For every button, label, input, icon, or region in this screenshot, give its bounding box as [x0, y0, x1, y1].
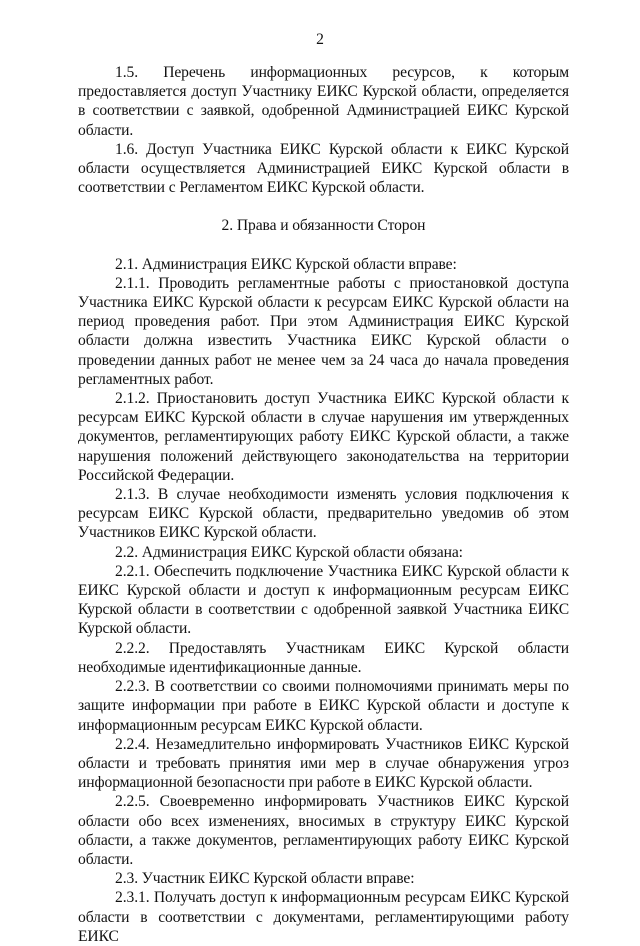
paragraph-2-1-3: 2.1.3. В случае необходимости изменять условия подключения к ресурсам ЕИКС Курской области, предварительно уведомив об этом Участников ЕИКС Курской области. — [78, 486, 569, 542]
document-body — [78, 63, 569, 946]
paragraph-2-3-1: 2.3.1. Получать доступ к информационным ресурсам ЕИКС Курской области в соответствии с документами, регламентирующими работу ЕИКС — [78, 889, 569, 945]
paragraph-2-2-5: 2.2.5. Своевременно информировать Участников ЕИКС Курской области обо всех изменениях, вносимых в структуру ЕИКС Курской области, а также документов, регламентирующих работу ЕИКС Курской области. — [78, 793, 569, 868]
paragraph-2-2: 2.2. Администрация ЕИКС Курской области обязана: — [115, 543, 463, 561]
paragraph-2-1-1: 2.1.1. Проводить регламентные работы с приостановкой доступа Участника ЕИКС Курской области к ресурсам ЕИКС Курской области на период проведения работ. При этом Администрация ЕИКС Курской области должна известить Участника ЕИКС Курской области о проведении данных работ не менее чем за 24 часа до начала проведения регламентных работ. — [78, 274, 569, 388]
paragraph-2-2-3: 2.2.3. В соответствии со своими полномочиями принимать меры по защите информации при работе в ЕИКС Курской области и доступе к информационным ресурсам ЕИКС Курской области. — [78, 678, 569, 734]
paragraph-1-6: 1.6. Доступ Участника ЕИКС Курской области к ЕИКС Курской области осуществляется Администрацией ЕИКС Курской области в соответствии с Регламентом ЕИКС Курской области. — [78, 140, 569, 197]
paragraph-2-1-2: 2.1.2. Приостановить доступ Участника ЕИКС Курской области к ресурсам ЕИКС Курской области в случае нарушения им утвержденных документов, регламентирующих работу ЕИКС Курской области, а также нарушения положений действующего законодательства на территории Российской Федерации. — [78, 390, 569, 484]
paragraph-2-2-2: 2.2.2. Предоставлять Участникам ЕИКС Курской области необходимые идентификационные данные. — [78, 639, 569, 676]
paragraph-1-5: 1.5. Перечень информационных ресурсов, к которым предоставляется доступ Участнику ЕИКС Курской области, определяется в соответствии с заявкой, одобренной Администрацией ЕИКС Курской области. — [78, 64, 569, 139]
page-number: 2 — [316, 31, 324, 48]
paragraph-2-2-4: 2.2.4. Незамедлительно информировать Участников ЕИКС Курской области и требовать принятия ими мер в случае обнаружения угроз информационной безопасности при работе в ЕИКС Курской области. — [78, 735, 569, 792]
paragraph-2-3: 2.3. Участник ЕИКС Курской области вправе: — [115, 870, 415, 888]
paragraph-2-2-1: 2.2.1. Обеспечить подключение Участника ЕИКС Курской области к ЕИКС Курской области и доступ к информационным ресурсам ЕИКС Курской области в соответствии с одобренной заявкой Участника ЕИКС Курской области. — [78, 562, 569, 638]
paragraph-2-1: 2.1. Администрация ЕИКС Курской области вправе: — [115, 255, 457, 273]
section-heading: 2. Права и обязанности Сторон — [221, 217, 426, 235]
